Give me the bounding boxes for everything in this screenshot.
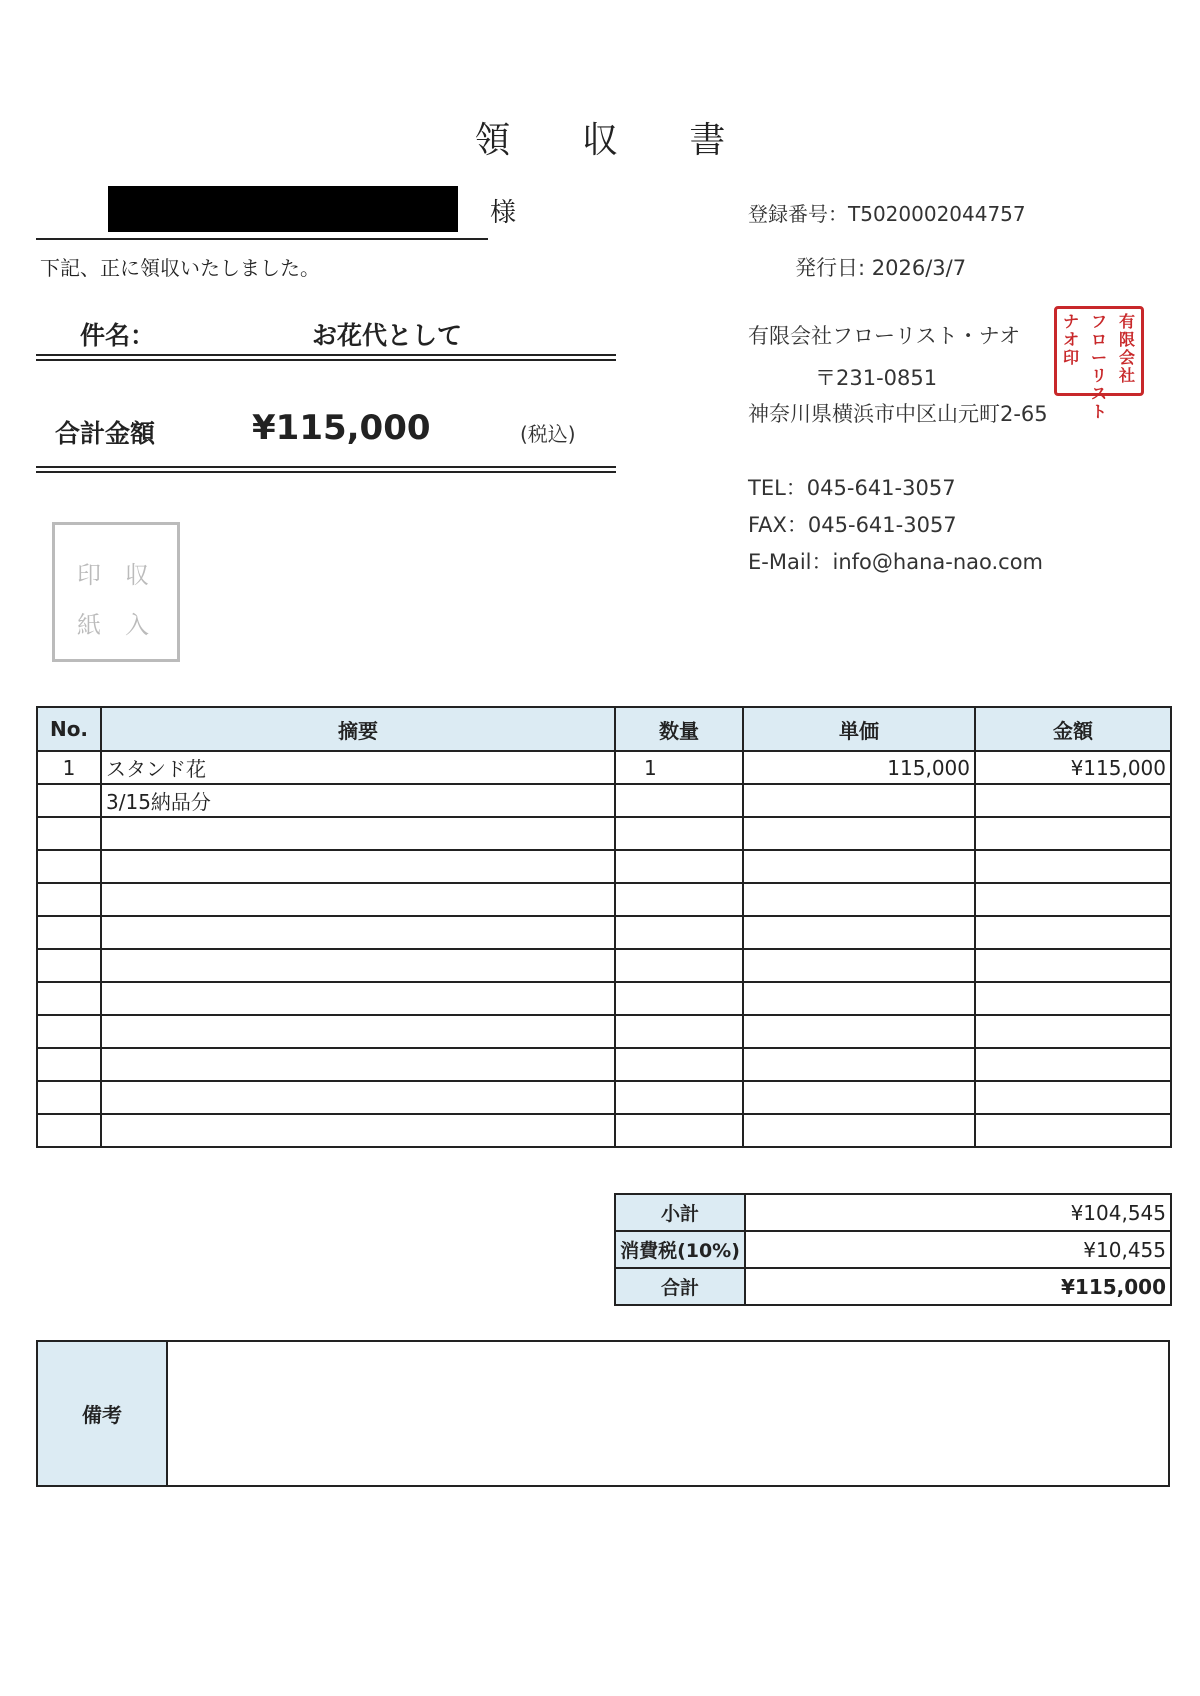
table-row	[37, 751, 1171, 784]
cell-unit-price	[743, 1015, 975, 1048]
issue-date: 発行日: 2026/3/7	[795, 256, 967, 280]
cell-no	[37, 1015, 101, 1048]
cell-quantity	[615, 883, 743, 916]
cell-amount	[975, 817, 1171, 850]
cell-unit-price	[743, 949, 975, 982]
cell-description	[101, 1048, 615, 1081]
acknowledgement-text: 下記、正に領収いたしました。	[40, 256, 320, 280]
column-header-amount: 金額	[975, 707, 1171, 751]
total-amount-label: 合計金額	[55, 419, 156, 448]
cell-amount	[975, 982, 1171, 1015]
cell-unit-price	[743, 916, 975, 949]
table-row	[37, 916, 1171, 949]
postal-code: 〒231-0851	[815, 366, 938, 390]
table-row	[37, 817, 1171, 850]
cell-description	[101, 949, 615, 982]
cell-no	[37, 949, 101, 982]
cell-amount	[975, 916, 1171, 949]
registration-number: 登録番号：T5020002044757	[748, 202, 1026, 226]
cell-amount	[975, 1114, 1171, 1147]
table-header-row	[37, 707, 1171, 751]
subject-label: 件名：	[80, 321, 156, 350]
cell-quantity	[615, 1015, 743, 1048]
table-row	[37, 982, 1171, 1015]
table-row	[37, 1015, 1171, 1048]
table-row	[37, 784, 1171, 817]
cell-no	[37, 982, 101, 1015]
stamp-box-char: 入	[125, 611, 149, 639]
recipient-underline	[36, 238, 488, 240]
stamp-box-char: 印	[77, 561, 101, 589]
cell-amount	[975, 1048, 1171, 1081]
grand-total-label: 合計	[615, 1268, 745, 1305]
column-header-no: No.	[37, 707, 101, 751]
cell-quantity: 1	[615, 751, 743, 784]
tax-value: ¥10,455	[745, 1231, 1171, 1268]
cell-description	[101, 916, 615, 949]
cell-amount: ¥115,000	[975, 751, 1171, 784]
cell-unit-price	[743, 883, 975, 916]
seal-text: フローリスト	[1090, 312, 1107, 421]
subtotal-row	[615, 1194, 1171, 1231]
table-row	[37, 949, 1171, 982]
cell-quantity	[615, 817, 743, 850]
cell-unit-price	[743, 850, 975, 883]
column-header-unit-price: 単価	[743, 707, 975, 751]
cell-description	[101, 817, 615, 850]
cell-unit-price	[743, 1048, 975, 1081]
items-table	[36, 706, 1172, 1148]
subject-underline	[36, 354, 616, 361]
cell-description	[101, 982, 615, 1015]
cell-quantity	[615, 949, 743, 982]
cell-quantity	[615, 1114, 743, 1147]
company-name: 有限会社フローリスト・ナオ	[748, 324, 1021, 348]
cell-amount	[975, 883, 1171, 916]
subtotal-value: ¥104,545	[745, 1194, 1171, 1231]
cell-no	[37, 784, 101, 817]
cell-amount	[975, 1015, 1171, 1048]
cell-quantity	[615, 784, 743, 817]
document-title: 領 収 書	[474, 120, 756, 161]
stamp-box-char: 紙	[77, 611, 101, 639]
cell-quantity	[615, 850, 743, 883]
honorific: 様	[490, 198, 517, 228]
tax-row	[615, 1231, 1171, 1268]
phone-number: TEL：045-641-3057	[748, 476, 956, 500]
table-row	[37, 1048, 1171, 1081]
remarks-label: 備考	[38, 1342, 168, 1485]
subject-value: お花代として	[312, 321, 463, 350]
cell-amount	[975, 850, 1171, 883]
subtotal-label: 小計	[615, 1194, 745, 1231]
cell-no	[37, 916, 101, 949]
cell-no	[37, 1048, 101, 1081]
cell-quantity	[615, 916, 743, 949]
seal-text: ナオ印	[1062, 312, 1079, 367]
recipient-name-redacted	[108, 186, 458, 232]
cell-unit-price	[743, 982, 975, 1015]
table-row	[37, 883, 1171, 916]
total-amount-value: ¥115,000	[252, 408, 431, 448]
cell-unit-price	[743, 784, 975, 817]
fax-number: FAX：045-641-3057	[748, 513, 957, 537]
total-underline	[36, 466, 616, 473]
remarks-body	[168, 1342, 1168, 1485]
table-row	[37, 1081, 1171, 1114]
seal-text: 有限会社	[1118, 312, 1135, 385]
cell-no: 1	[37, 751, 101, 784]
cell-quantity	[615, 982, 743, 1015]
grand-total-value: ¥115,000	[745, 1268, 1171, 1305]
column-header-quantity: 数量	[615, 707, 743, 751]
cell-no	[37, 1114, 101, 1147]
tax-label: 消費税(10%)	[615, 1231, 745, 1268]
cell-description	[101, 1114, 615, 1147]
cell-description: スタンド花	[101, 751, 615, 784]
cell-description	[101, 1081, 615, 1114]
cell-no	[37, 850, 101, 883]
cell-description	[101, 883, 615, 916]
email-address: E-Mail：info@hana-nao.com	[748, 550, 1044, 574]
cell-unit-price	[743, 1081, 975, 1114]
grand-total-row	[615, 1268, 1171, 1305]
cell-amount	[975, 1081, 1171, 1114]
cell-amount	[975, 784, 1171, 817]
summary-table	[614, 1193, 1172, 1306]
cell-amount	[975, 949, 1171, 982]
cell-description: 3/15納品分	[101, 784, 615, 817]
cell-no	[37, 1081, 101, 1114]
cell-unit-price	[743, 817, 975, 850]
tax-included-note: (税込)	[520, 422, 576, 446]
stamp-box-char: 収	[125, 561, 149, 589]
table-row	[37, 850, 1171, 883]
company-address: 神奈川県横浜市中区山元町2-65	[748, 402, 1048, 426]
cell-description	[101, 850, 615, 883]
table-row	[37, 1114, 1171, 1147]
cell-quantity	[615, 1048, 743, 1081]
column-header-description: 摘要	[101, 707, 615, 751]
cell-no	[37, 883, 101, 916]
cell-unit-price: 115,000	[743, 751, 975, 784]
remarks-box	[36, 1340, 1170, 1487]
company-seal	[1054, 306, 1144, 421]
cell-unit-price	[743, 1114, 975, 1147]
cell-description	[101, 1015, 615, 1048]
cell-no	[37, 817, 101, 850]
revenue-stamp-box	[52, 522, 180, 662]
cell-quantity	[615, 1081, 743, 1114]
